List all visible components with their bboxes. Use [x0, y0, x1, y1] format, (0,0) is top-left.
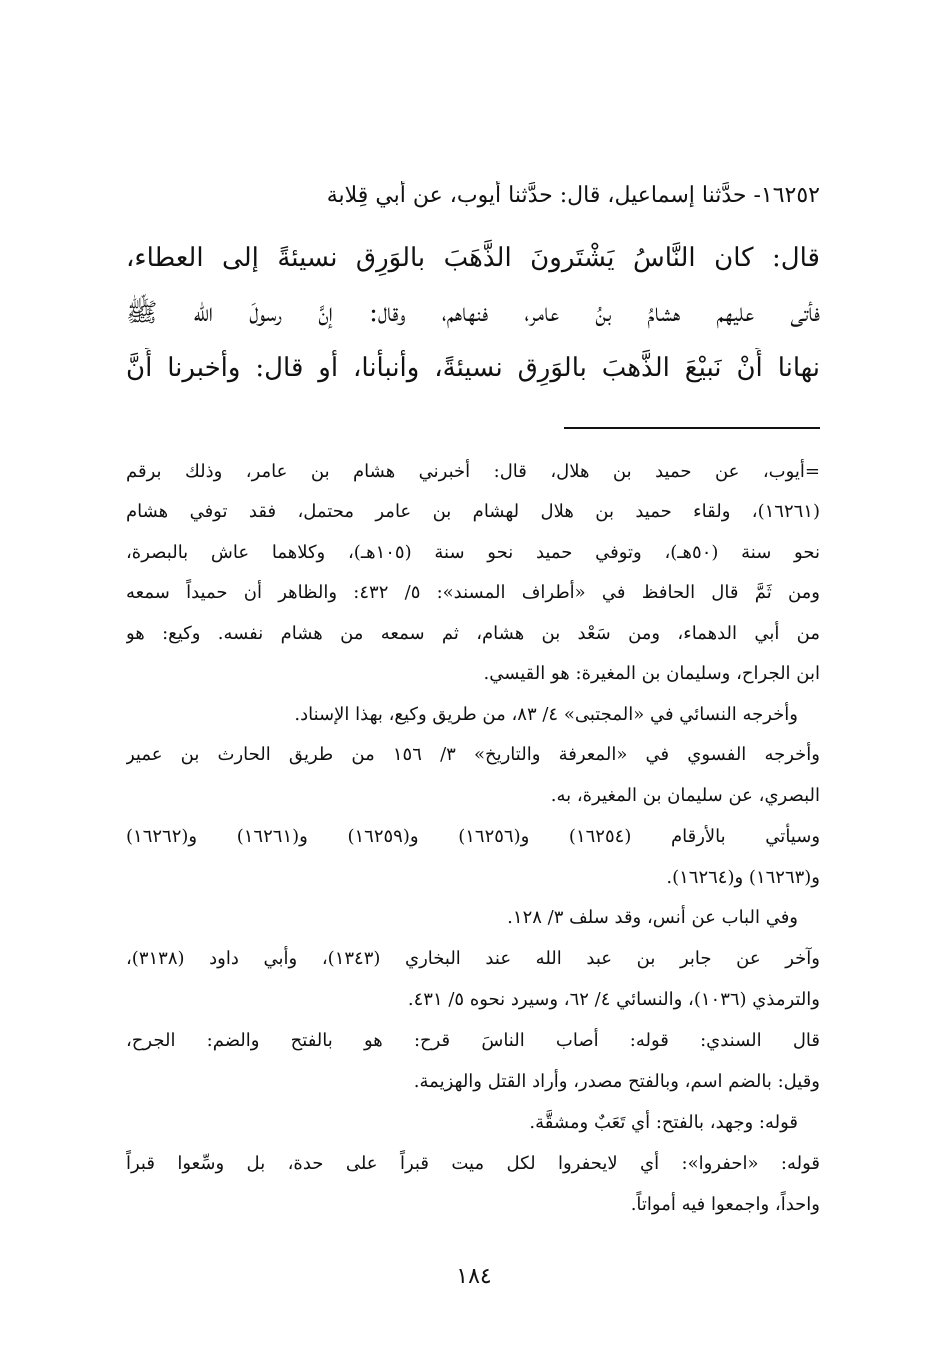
hadith-header: ١٦٢٥٢- حدَّثنا إسماعيل، قال: حدَّثنا أيوب، عن أبي قِلابة	[326, 183, 820, 208]
footnote-line: و(١٦٢٦٣) و(١٦٢٦٤).	[666, 867, 820, 888]
footnote-line: ابن الجراح، وسليمان بن المغيرة: هو القيسي.	[483, 663, 820, 684]
hadith-line: قال: كان النَّاسُ يَشْتَرونَ الذَّهَبَ بالوَرِق نسيئةً إلى العطاء،	[126, 243, 820, 273]
page-number: ١٨٤	[456, 1264, 492, 1289]
hadith-line: فأتى عليهم هشامُ بنُ عامر، فنهاهم، وقال: إنَّ رسولَ الله ﷺ	[126, 298, 820, 328]
footnote-line: ومن ثَمَّ قال الحافظ في «أطراف المسند»: ٥/ ٤٣٢: والظاهر أن حميداً سمعه	[126, 582, 820, 603]
footnote-line: قال السندي: قوله: أصاب الناسَ قرح: هو بالفتح والضم: الجرح،	[126, 1030, 820, 1051]
footnote-line: من أبي الدهماء، ومن سَعْد بن هشام، ثم سمعه من هشام نفسه. وكيع: هو	[126, 623, 820, 644]
footnote-line: قوله: «احفروا»: أي لايحفروا لكل ميت قبراً على حدة، بل وسِّعوا قبراً	[126, 1153, 820, 1174]
footnote-line: البصري، عن سليمان بن المغيرة، به.	[550, 785, 820, 806]
footnote-line: وآخر عن جابر بن عبد الله عند البخاري (١٣٤٣)، وأبي داود (٣١٣٨)،	[126, 948, 820, 969]
footnote-line: وأخرجه الفسوي في «المعرفة والتاريخ» ٣/ ١٥٦ من طريق الحارث بن عمير	[126, 744, 820, 765]
footnote-line: وسيأتي بالأرقام (١٦٢٥٤) و(١٦٢٥٦) و(١٦٢٥٩) و(١٦٢٦١) و(١٦٢٦٢)	[126, 826, 820, 847]
footnote-line: قوله: وجهد، بالفتح: أي تَعَبٌ ومشقَّة.	[529, 1112, 798, 1133]
footnote-line: وقيل: بالضم اسم، وبالفتح مصدر، وأراد القتل والهزيمة.	[413, 1071, 820, 1092]
footnote-separator	[564, 427, 820, 429]
footnote-line: وفي الباب عن أنس، وقد سلف ٣/ ١٢٨.	[507, 907, 798, 928]
footnote-line: =أيوب، عن حميد بن هلال، قال: أخبرني هشام بن عامر، وذلك برقم	[126, 461, 820, 482]
footnote-line: (١٦٢٦١)، ولقاء حميد بن هلال لهشام بن عامر محتمل، فقد توفي هشام	[126, 501, 820, 522]
hadith-line: نهانا أَنْ نَبيْعَ الذَّهبَ بالوَرِق نسيئةً، وأنبأنا، أو قال: وأخبرنا أَنَّ	[126, 353, 820, 383]
footnote-line: وأخرجه النسائي في «المجتبى» ٤/ ٨٣، من طريق وكيع، بهذا الإسناد.	[294, 704, 798, 725]
footnote-line: والترمذي (١٠٣٦)، والنسائي ٤/ ٦٢، وسيرد نحوه ٥/ ٤٣١.	[407, 989, 820, 1010]
footnote-line: نحو سنة (٥٠هـ)، وتوفي حميد نحو سنة (١٠٥هـ)، وكلاهما عاش بالبصرة،	[126, 542, 820, 563]
footnote-line: واحداً، واجمعوا فيه أمواتاً.	[630, 1194, 820, 1215]
